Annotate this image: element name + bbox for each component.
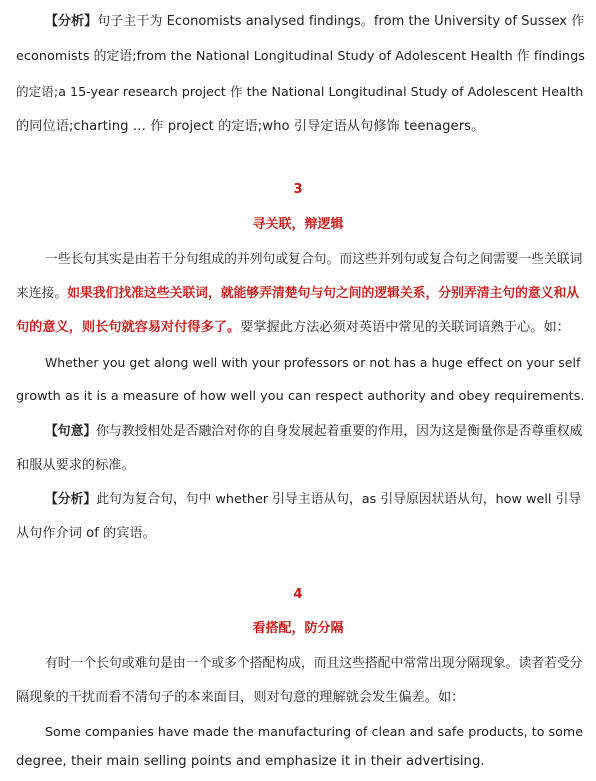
section-3-meaning-line-2: 和服从要求的标准。 [16, 458, 135, 473]
section-3-para-line-1: 一些长句其实是由若干分句组成的并列句或复合句。而这些并列句或复合句之间需要一些关联词 [45, 252, 583, 267]
analysis-top-line-4: 的同位语;charting … 作 project 的定语;who 引导定语从句修饰 teenagers。 [16, 119, 485, 134]
section-3-para-line-2: 来连接。如果我们找准这些关联词，就能够弄清楚句与句之间的逻辑关系，分别弄清主句的意义和从 [16, 286, 580, 301]
section-4-heading: 看搭配，防分隔 [252, 621, 344, 636]
section-3-number: 3 [293, 182, 303, 197]
section-4-example-line-2: degree, their main selling points and emphasize it in their advertising. [16, 754, 485, 769]
analysis-top-line-1: 【分析】句子主干为 Economists analysed findings。from the University of Sussex 作 [45, 14, 585, 29]
section-3-analysis-line-1: 【分析】此句为复合句，句中 whether 引导主语从句，as 引导原因状语从句，how well 引导 [45, 492, 582, 507]
key-point-highlight-cont: 句的意义，则长句就容易对付得多了。 [16, 320, 241, 335]
analysis-top-line-3: 的定语;a 15-year research project 作 the National Longitudinal Study of Adolescent Health [16, 84, 584, 99]
section-3-para-line-3: 句的意义，则长句就容易对付得多了。要掌握此方法必须对英语中常见的关联词谙熟于心。如： [16, 320, 570, 335]
analysis-top-line-2: economists 的定语;from the National Longitudinal Study of Adolescent Health 作 findings [16, 49, 585, 64]
section-3-example-line-2: growth as it is a measure of how well you can respect authority and obey requirements. [16, 389, 585, 404]
section-3-heading: 寻关联，辩逻辑 [252, 217, 344, 232]
section-4-example-line-1: Some companies have made the manufacturing of clean and safe products, to some [45, 724, 584, 739]
section-3-analysis-line-2: 从句作介词 of 的宾语。 [16, 526, 156, 541]
analysis-tag: 【分析】 [45, 14, 98, 29]
meaning-tag: 【句意】 [45, 424, 97, 439]
section-4-para-line-2: 隔现象的干扰而看不清句子的本来面目，则对句意的理解就会发生偏差。如： [16, 690, 465, 705]
section-3-example-line-1: Whether you get along well with your professors or not has a huge effect on your self [45, 355, 581, 370]
section-4-number: 4 [293, 587, 303, 602]
section-4-para-line-1: 有时一个长句或难句是由一个或多个搭配构成，而且这些搭配中常常出现分隔现象。读者若受分 [45, 656, 583, 671]
key-point-highlight: 如果我们找准这些关联词，就能够弄清楚句与句之间的逻辑关系，分别弄清主句的意义和从 [67, 286, 580, 301]
section-3-meaning-line-1: 【句意】你与教授相处是否融洽对你的自身发展起着重要的作用，因为这是衡量你是否尊重权威 [45, 424, 583, 439]
analysis-tag-3: 【分析】 [45, 492, 97, 507]
